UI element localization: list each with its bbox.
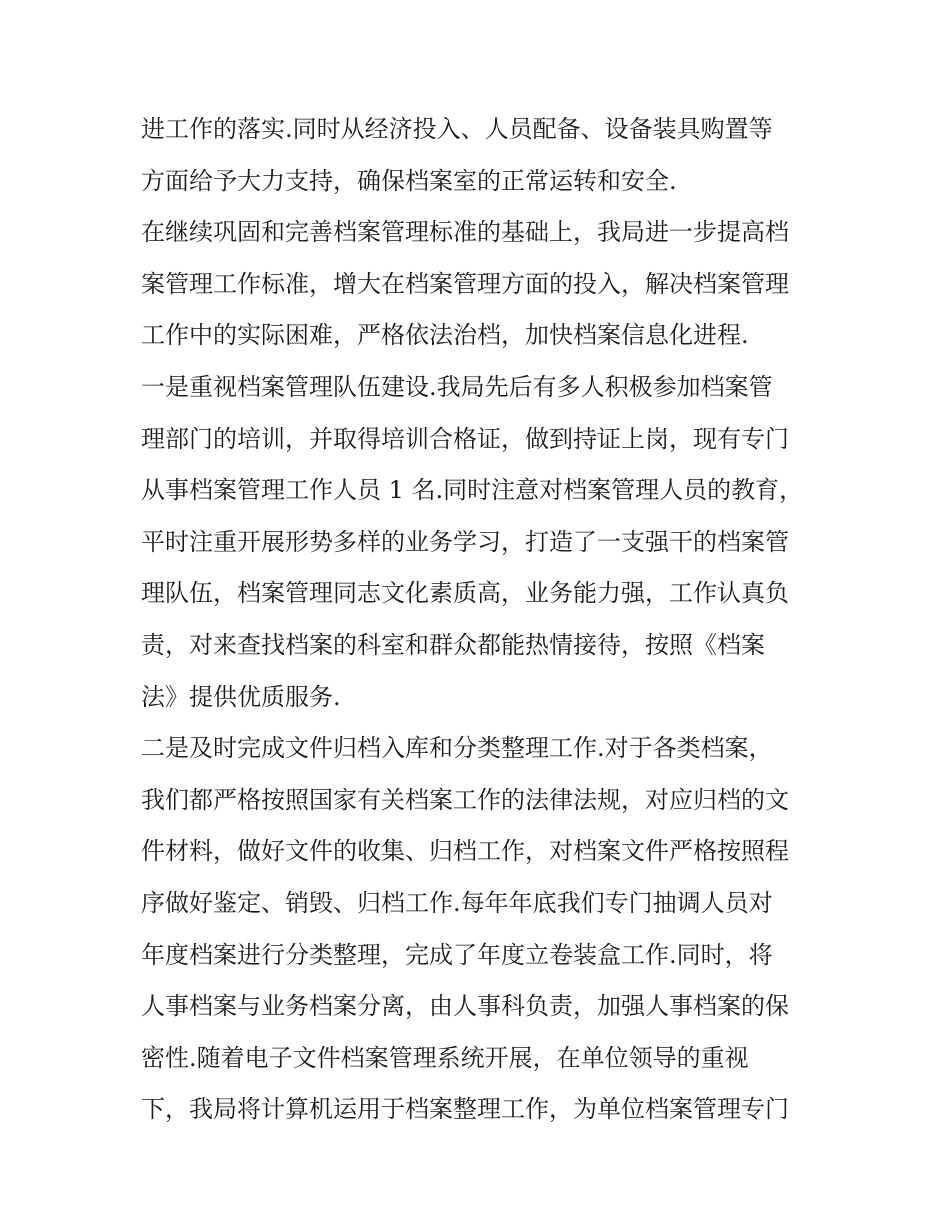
text-line: 下，我局将计算机运用于档案整理工作，为单位档案管理专门 [141, 1095, 789, 1124]
text-line: 进工作的落实.同时从经济投入、人员配备、设备装具购置等 [141, 115, 773, 143]
text-line: 密性.随着电子文件档案管理系统开展，在单位领导的重视 [141, 1043, 749, 1072]
text-line: 法》提供优质服务. [141, 682, 341, 711]
text-line: 年度档案进行分类整理，完成了年度立卷装盒工作.同时，将 [141, 940, 773, 969]
text-line: 一是重视档案管理队伍建设.我局先后有多人积极参加档案管 [141, 372, 773, 401]
text-line: 序做好鉴定、销毁、归档工作.每年年底我们专门抽调人员对 [141, 888, 773, 917]
text-line: 案管理工作标准，增大在档案管理方面的投入，解决档案管理 [141, 269, 789, 298]
text-line: 平时注重开展形势多样的业务学习，打造了一支强干的档案管 [141, 527, 789, 556]
text-line: 理队伍，档案管理同志文化素质高，业务能力强，工作认真负 [141, 579, 789, 608]
text-line: 人事档案与业务档案分离，由人事科负责，加强人事档案的保 [141, 992, 789, 1021]
text-line: 责，对来查找档案的科室和群众都能热情接待，按照《档案 [141, 630, 765, 659]
text-line: 我们都严格按照国家有关档案工作的法律法规，对应归档的文 [141, 785, 789, 814]
text-line: 工作中的实际困难，严格依法治档，加快档案信息化进程. [141, 321, 749, 350]
text-line: 二是及时完成文件归档入库和分类整理工作.对于各类档案， [141, 734, 773, 763]
text-line: 理部门的培训，并取得培训合格证，做到持证上岗，现有专门 [141, 424, 789, 453]
text-line: 在继续巩固和完善档案管理标准的基础上，我局进一步提高档 [141, 218, 789, 247]
text-line: 从事档案管理工作人员 1 名.同时注意对档案管理人员的教育， [141, 476, 804, 505]
text-line: 件材料，做好文件的收集、归档工作，对档案文件严格按照程 [141, 837, 789, 866]
document-body [141, 104, 841, 1136]
text-line: 方面给予大力支持，确保档案室的正常运转和安全. [141, 166, 677, 195]
